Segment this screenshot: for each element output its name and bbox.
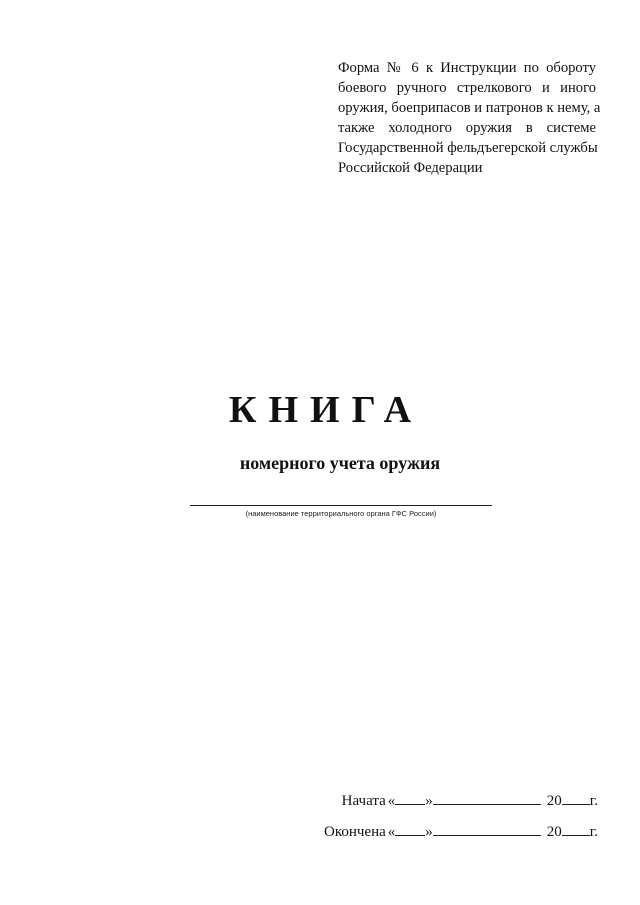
book-title: КНИГА <box>228 389 424 431</box>
end-day-blank <box>395 821 425 836</box>
organization-name-caption: (наименование территориального органа ГФС России) <box>245 509 437 518</box>
start-date-open-quote: « <box>387 793 396 809</box>
start-date-close-quote: » <box>425 793 433 809</box>
end-year-blank <box>562 821 590 836</box>
organization-name-line <box>190 505 492 506</box>
start-day-blank <box>395 790 425 805</box>
form-reference-line: боевого ручного стрелкового и иного <box>338 80 596 96</box>
form-reference-line: также холодного оружия в системе <box>338 120 596 136</box>
end-date-row <box>324 821 598 841</box>
form-reference-line: Российской Федерации <box>338 160 483 176</box>
start-date-label: Начата <box>341 793 386 809</box>
book-subtitle: номерного учета оружия <box>239 453 441 473</box>
start-year-century: 20 <box>546 793 562 809</box>
end-date-close-quote: » <box>425 824 433 840</box>
end-year-century: 20 <box>546 824 562 840</box>
form-reference-line: Форма № 6 к Инструкции по обороту <box>338 60 596 76</box>
form-reference-line: Государственной фельдъегерской службы <box>338 140 598 156</box>
end-month-blank <box>433 821 541 836</box>
end-year-suffix: г. <box>589 824 598 840</box>
start-year-blank <box>562 790 590 805</box>
end-date-open-quote: « <box>387 824 396 840</box>
end-date-label: Окончена <box>324 824 386 840</box>
start-date-row <box>342 790 598 810</box>
form-reference-note <box>338 58 601 178</box>
start-month-blank <box>433 790 541 805</box>
form-reference-line: оружия, боеприпасов и патронов к нему, а <box>338 100 601 116</box>
start-year-suffix: г. <box>589 793 598 809</box>
